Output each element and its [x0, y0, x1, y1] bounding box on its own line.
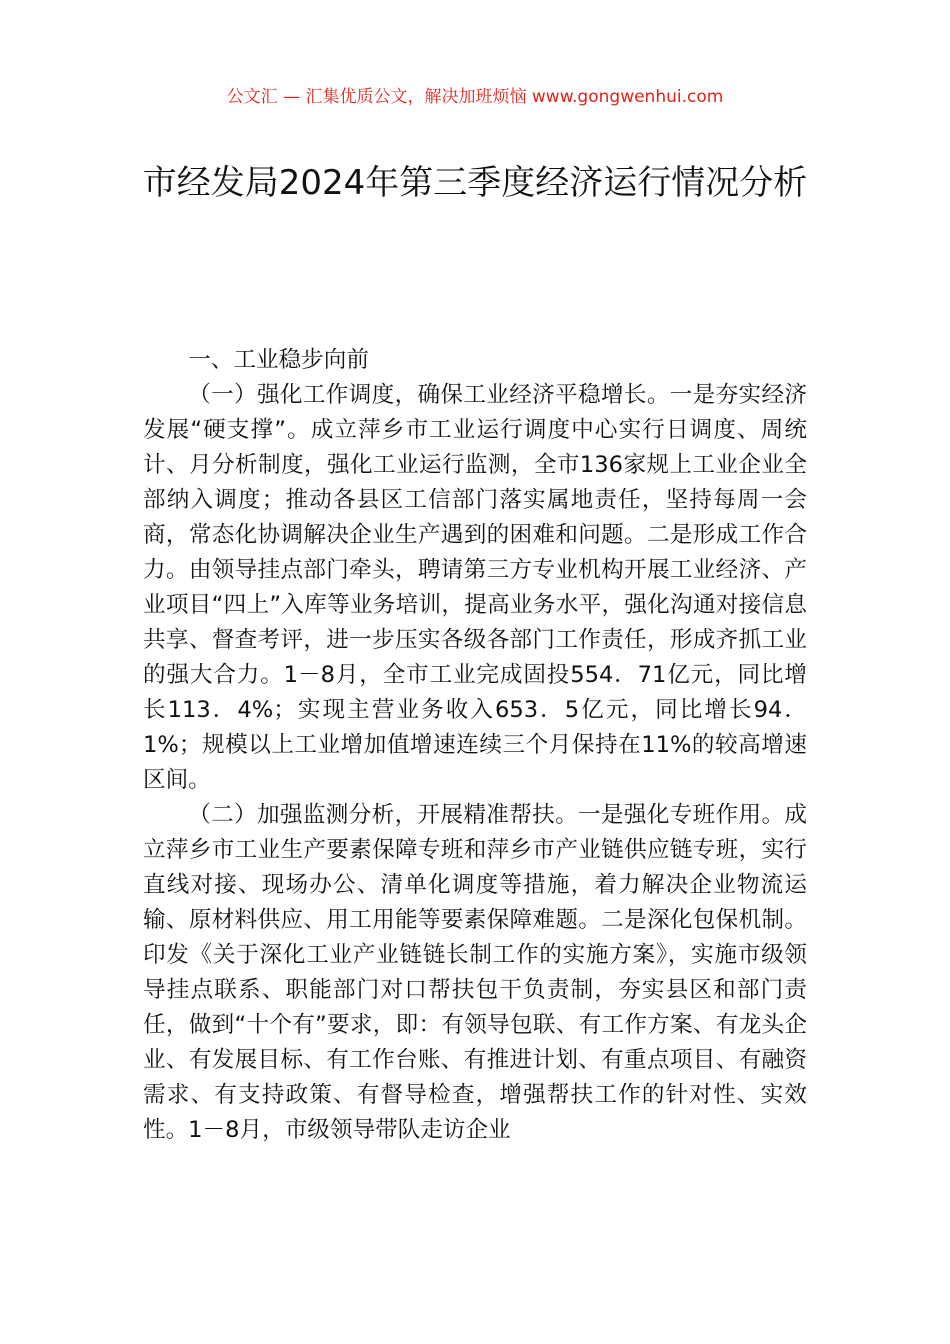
paragraph: （二）加强监测分析，开展精准帮扶。一是强化专班作用。成立萍乡市工业生产要素保障专班和萍乡市产业链供应链专班，实行直线对接、现场办公、清单化调度等措施，着力解决企业物流运输、原材料供应、用工用能等要素保障难题。二是深化包保机制。印发《关于深化工业产业链链长制工作的实施方案》，实施市级领导挂点联系、职能部门对口帮扶包干负责制，夯实县区和部门责任，做到“十个有”要求，即：有领导包联、有工作方案、有龙头企业、有发展目标、有工作台账、有推进计划、有重点项目、有融资需求、有支持政策、有督导检查，增强帮扶工作的针对性、实效性。1－8月，市级领导带队走访企业 [143, 802, 807, 1143]
document-title: 市经发局2024年第三季度经济运行情况分析 [142, 163, 808, 203]
site-banner[interactable]: 公文汇 — 汇集优质公文，解决加班烦恼 www.gongwenhui.com [226, 87, 724, 107]
section-heading: 一、工业稳步向前 [188, 347, 369, 373]
document-body [143, 343, 807, 1148]
paragraph: （一）强化工作调度，确保工业经济平稳增长。一是夯实经济发展“硬支撑”。成立萍乡市工业运行调度中心实行日调度、周统计、月分析制度，强化工业运行监测，全市136家规上工业企业全部纳入调度；推动各县区工信部门落实属地责任，坚持每周一会商，常态化协调解决企业生产遇到的困难和问题。二是形成工作合力。由领导挂点部门牵头，聘请第三方专业机构开展工业经济、产业项目“四上”入库等业务培训，提高业务水平，强化沟通对接信息共享、督查考评，进一步压实各级各部门工作责任，形成齐抓工业的强大合力。1－8月，全市工业完成固投554．71亿元，同比增长113．4%；实现主营业务收入653．5亿元，同比增长94．1%；规模以上工业增加值增速连续三个月保持在11%的较高增速区间。 [143, 382, 807, 793]
